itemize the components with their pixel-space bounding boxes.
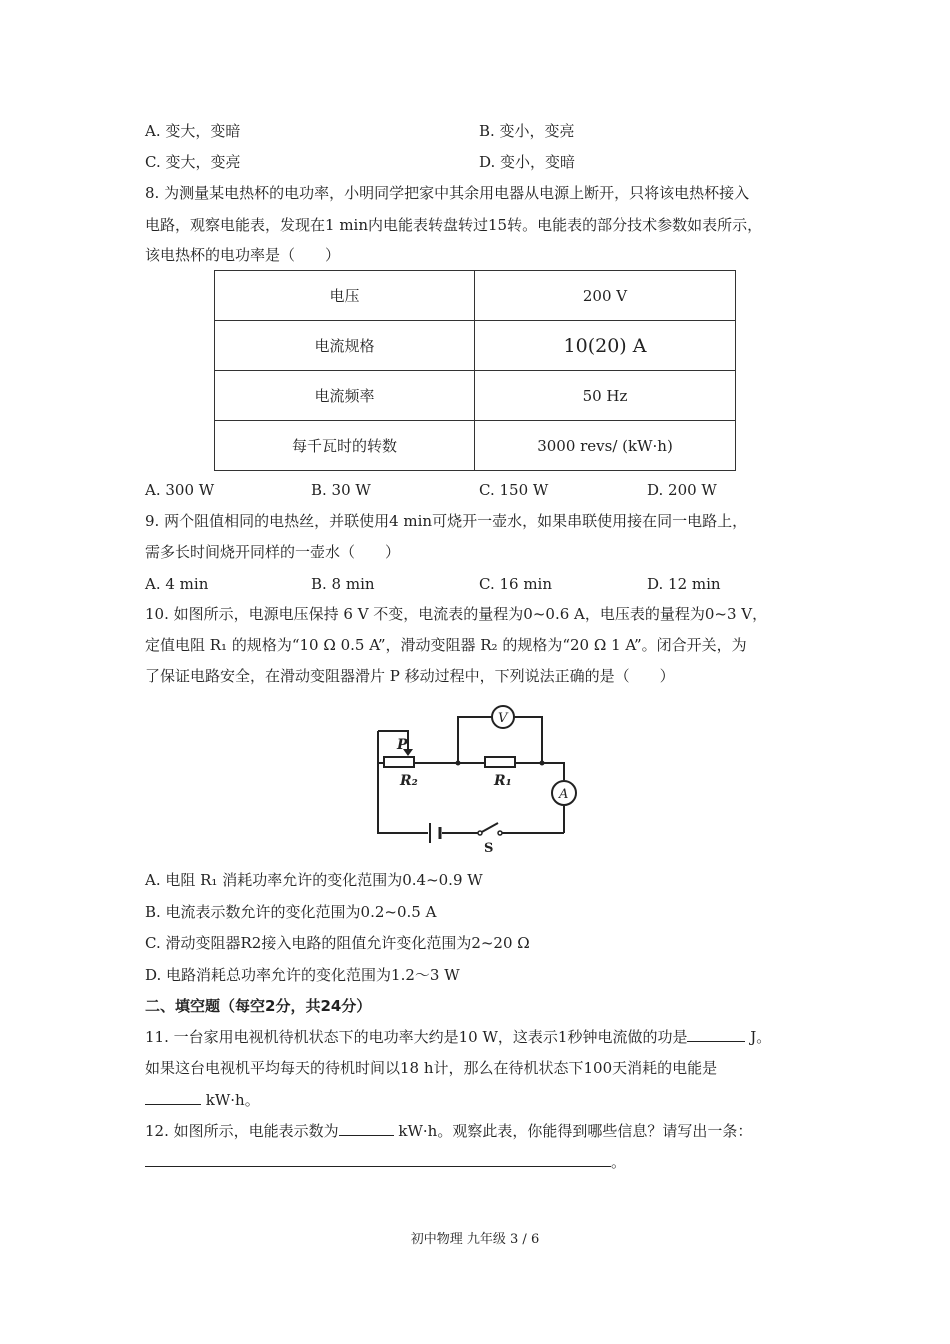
switch-contact bbox=[498, 831, 502, 835]
q9-option-c: C. 16 min bbox=[479, 575, 553, 593]
q11-line3 bbox=[145, 1089, 260, 1111]
q8-stem-line1: 8. 为测量某电热杯的电功率，小明同学把家中其余用电器从电源上断开，只将该电热杯接入 bbox=[145, 184, 750, 202]
answer-blank[interactable] bbox=[339, 1120, 394, 1136]
q11-stem-line2: 如果这台电视机平均每天的待机时间以18 h计，那么在待机状态下100天消耗的电能是 bbox=[145, 1059, 718, 1077]
label-s: S bbox=[484, 841, 494, 855]
q12-stem-b: kW·h。观察此表，你能得到哪些信息？请写出一条： bbox=[393, 1122, 753, 1140]
q7-option-d: D. 变小，变暗 bbox=[479, 153, 576, 171]
section-heading: 二、填空题（每空2分，共24分） bbox=[145, 997, 372, 1015]
switch-pivot bbox=[478, 831, 482, 835]
answer-blank[interactable] bbox=[687, 1026, 745, 1042]
meter-params-table bbox=[214, 270, 736, 471]
label-r1: R₁ bbox=[494, 773, 512, 789]
q12-stem-a: 12. 如图所示，电能表示数为 bbox=[145, 1122, 339, 1140]
q9-option-b: B. 8 min bbox=[311, 575, 375, 593]
q11-line1 bbox=[145, 1026, 771, 1048]
q8-stem-line2: 电路，观察电能表，发现在1 min内电能表转盘转过15转。电能表的部分技术参数如表所示， bbox=[145, 216, 763, 234]
q11-stem-a: 11. 一台家用电视机待机状态下的电功率大约是10 W，这表示1秒钟电流做的功是 bbox=[145, 1028, 688, 1046]
table-cell-value: 3000 revs/ (kW·h) bbox=[475, 421, 736, 471]
label-r2: R₂ bbox=[400, 773, 418, 789]
q7-option-c: C. 变大，变亮 bbox=[145, 153, 241, 171]
q11-stem-c: kW·h。 bbox=[201, 1091, 260, 1109]
q12-line2 bbox=[145, 1151, 626, 1173]
q12-line1 bbox=[145, 1120, 752, 1142]
q10-option-d: D. 电路消耗总功率允许的变化范围为1.2～3 W bbox=[145, 966, 460, 984]
answer-blank-long[interactable] bbox=[145, 1151, 611, 1167]
circuit-diagram bbox=[370, 705, 590, 855]
wire-right-upper bbox=[542, 763, 564, 780]
q9-option-d: D. 12 min bbox=[647, 575, 721, 593]
label-p: P bbox=[397, 737, 408, 753]
table-cell-value: 200 V bbox=[475, 271, 736, 321]
q8-option-d: D. 200 W bbox=[647, 481, 717, 499]
table-cell-value: 50 Hz bbox=[475, 371, 736, 421]
label-a: A bbox=[559, 787, 569, 802]
q10-option-c: C. 滑动变阻器R2接入电路的阻值允许变化范围为2~20 Ω bbox=[145, 934, 530, 952]
q7-option-a: A. 变大，变暗 bbox=[145, 122, 241, 140]
q8-option-a: A. 300 W bbox=[145, 481, 215, 499]
table-cell-value: 10(20) A bbox=[475, 321, 736, 371]
table-cell-label: 电压 bbox=[215, 271, 475, 321]
q10-option-a: A. 电阻 R₁ 消耗功率允许的变化范围为0.4~0.9 W bbox=[145, 871, 483, 889]
q10-stem-line1: 10. 如图所示，电源电压保持 6 V 不变，电流表的量程为0~0.6 A，电压表的量程为0~3 V， bbox=[145, 605, 768, 623]
table-row bbox=[215, 421, 736, 471]
q8-option-c: C. 150 W bbox=[479, 481, 549, 499]
q8-stem-line3: 该电热杯的电功率是（ ） bbox=[145, 246, 341, 264]
label-v: V bbox=[498, 711, 508, 726]
switch-blade bbox=[480, 823, 498, 833]
q12-stem-c: 。 bbox=[611, 1153, 627, 1171]
page-footer: 初中物理 九年级 3 / 6 bbox=[410, 1232, 540, 1247]
q11-stem-b: J。 bbox=[745, 1028, 772, 1046]
q10-stem-line3: 了保证电路安全，在滑动变阻器滑片 P 移动过程中，下列说法正确的是（ ） bbox=[145, 667, 675, 685]
q8-option-b: B. 30 W bbox=[311, 481, 371, 499]
q10-option-b: B. 电流表示数允许的变化范围为0.2~0.5 A bbox=[145, 903, 437, 921]
table-row bbox=[215, 371, 736, 421]
resistor-r1 bbox=[485, 757, 515, 767]
rheostat-r2 bbox=[384, 757, 414, 767]
q9-stem-line1: 9. 两个阻值相同的电热丝，并联使用4 min可烧开一壶水，如果串联使用接在同一电路上， bbox=[145, 512, 748, 530]
table-row bbox=[215, 271, 736, 321]
junction-dot bbox=[540, 761, 545, 766]
table-cell-label: 每千瓦时的转数 bbox=[215, 421, 475, 471]
q10-stem-line2: 定值电阻 R₁ 的规格为“10 Ω 0.5 A”，滑动变阻器 R₂ 的规格为“20 Ω 1 A”。闭合开关，为 bbox=[145, 636, 747, 654]
table-cell-label: 电流频率 bbox=[215, 371, 475, 421]
q9-stem-line2: 需多长时间烧开同样的一壶水（ ） bbox=[145, 543, 401, 561]
table-row bbox=[215, 321, 736, 371]
q7-option-b: B. 变小，变亮 bbox=[479, 122, 575, 140]
q9-option-a: A. 4 min bbox=[145, 575, 209, 593]
table-cell-label: 电流规格 bbox=[215, 321, 475, 371]
answer-blank[interactable] bbox=[145, 1089, 201, 1105]
junction-dot bbox=[456, 761, 461, 766]
voltmeter-wire-right bbox=[514, 717, 542, 763]
